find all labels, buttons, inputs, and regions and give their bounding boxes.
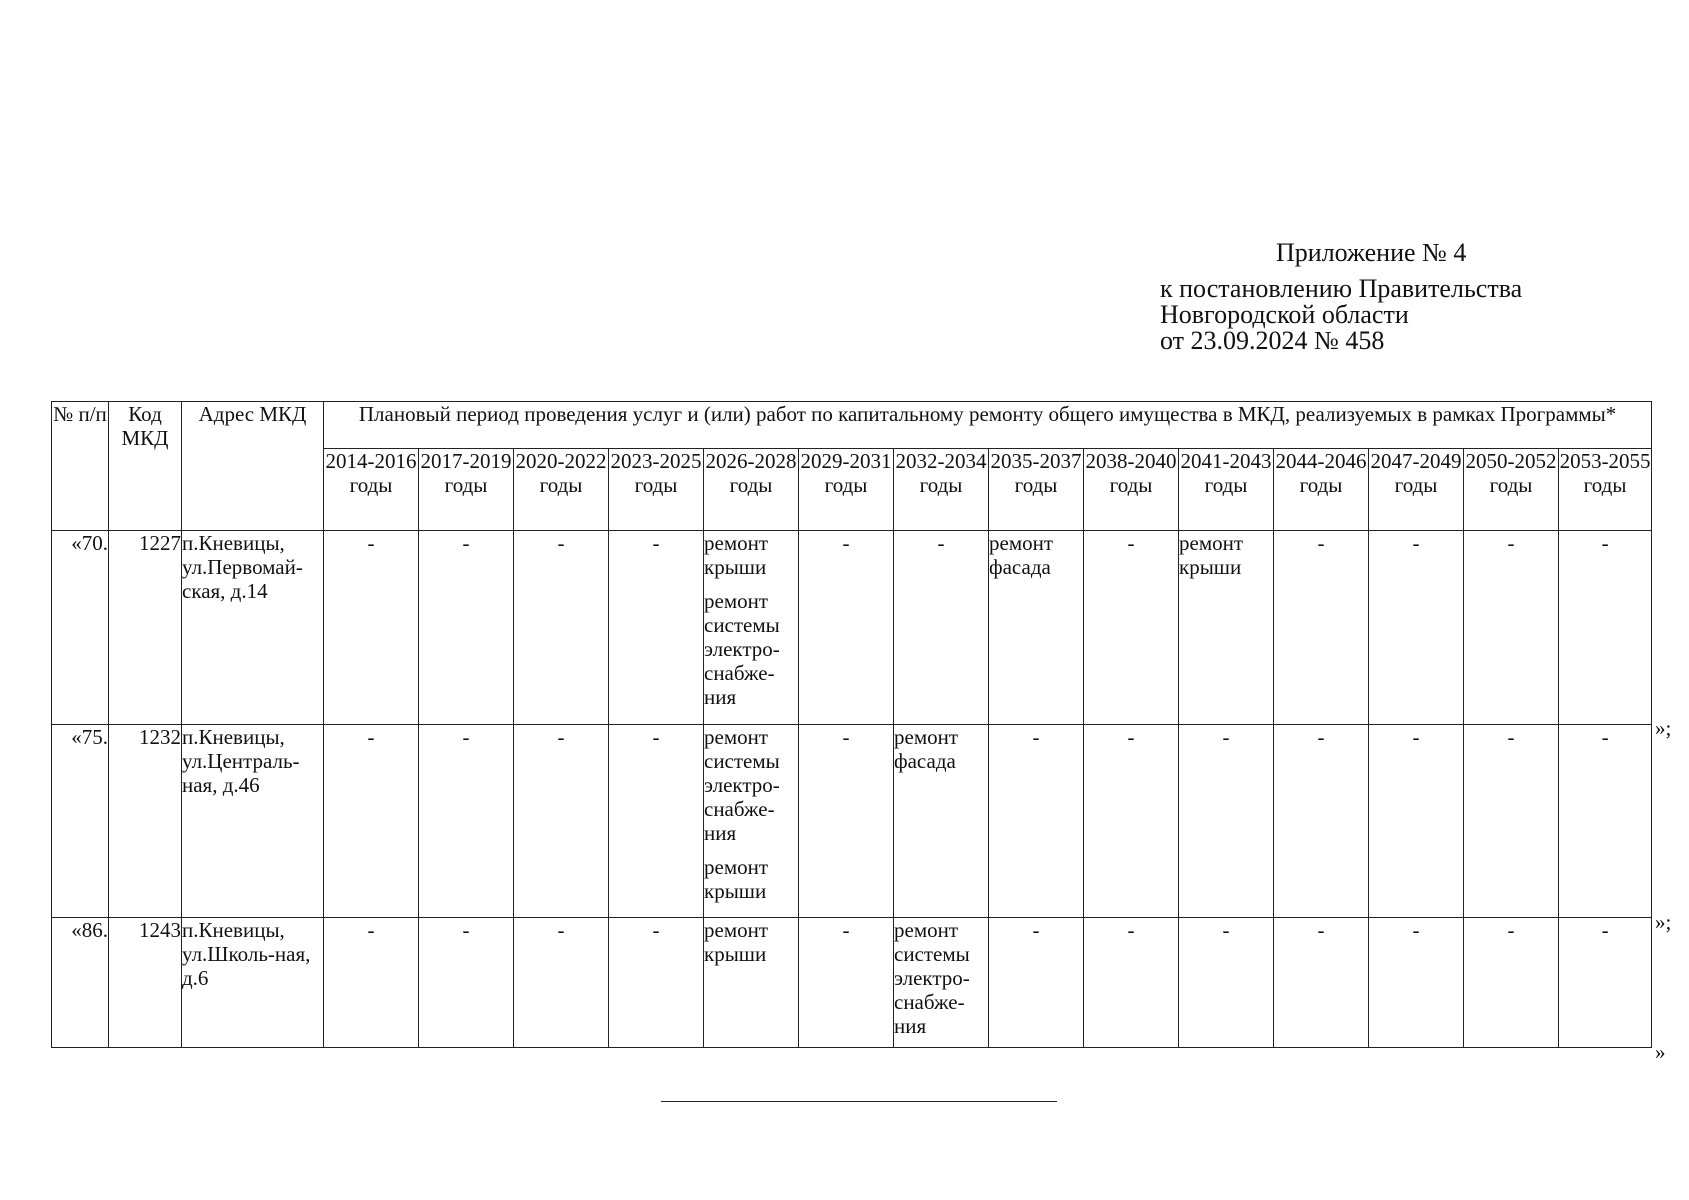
- row-code: 1232: [109, 725, 182, 918]
- table-cell: -: [324, 531, 419, 725]
- table-cell: -: [609, 725, 704, 918]
- table-cell: -: [799, 531, 894, 725]
- table-row: [52, 918, 1652, 1048]
- table-cell: -: [1559, 918, 1652, 1048]
- table-row: [52, 725, 1652, 918]
- appendix-title: Приложение № 4: [1276, 238, 1467, 267]
- row-number: «86.: [52, 918, 109, 1048]
- work-cell: [704, 531, 799, 725]
- header-year: 2014-2016 годы: [324, 449, 419, 531]
- table-cell: -: [1464, 725, 1559, 918]
- heading-line-3: от 23.09.2024 № 458: [1160, 326, 1385, 355]
- row-number: «70.: [52, 531, 109, 725]
- work-cell: ремонт крыши: [704, 918, 799, 1048]
- row-address: п.Кневицы, ул.Школь-ная, д.6: [182, 918, 324, 1048]
- row-code: 1243: [109, 918, 182, 1048]
- table-cell: -: [1084, 531, 1179, 725]
- header-year: 2035-2037 годы: [989, 449, 1084, 531]
- header-year: 2053-2055 годы: [1559, 449, 1652, 531]
- header-num: № п/п: [52, 402, 109, 531]
- work-item: ремонт системы электро-снабже-ния: [704, 589, 780, 709]
- table-cell: -: [514, 918, 609, 1048]
- bottom-rule: [661, 1101, 1057, 1102]
- header-year: 2032-2034 годы: [894, 449, 989, 531]
- heading-line-2: Новгородской области: [1160, 300, 1409, 329]
- table-cell: -: [894, 531, 989, 725]
- row-number: «75.: [52, 725, 109, 918]
- header-code: Код МКД: [109, 402, 182, 531]
- row-address: п.Кневицы, ул.Централь-ная, д.46: [182, 725, 324, 918]
- work-cell: ремонт фасада: [989, 531, 1084, 725]
- header-year: 2050-2052 годы: [1464, 449, 1559, 531]
- table-cell: -: [609, 918, 704, 1048]
- work-cell: ремонт системы электро-снабже-ния: [894, 918, 989, 1048]
- table-cell: -: [1464, 918, 1559, 1048]
- table-cell: -: [324, 725, 419, 918]
- row-closing-quote: »;: [1655, 910, 1672, 934]
- table-cell: -: [1369, 531, 1464, 725]
- table-cell: -: [514, 531, 609, 725]
- table-cell: -: [1369, 725, 1464, 918]
- row-closing-quote: »: [1655, 1040, 1666, 1064]
- table-cell: -: [1179, 918, 1274, 1048]
- work-cell: [704, 725, 799, 918]
- header-year: 2023-2025 годы: [609, 449, 704, 531]
- table-cell: -: [419, 725, 514, 918]
- header-year: 2020-2022 годы: [514, 449, 609, 531]
- table-cell: -: [989, 725, 1084, 918]
- table-cell: -: [1274, 725, 1369, 918]
- table-cell: -: [1084, 918, 1179, 1048]
- work-item: ремонт крыши: [704, 531, 769, 579]
- header-address: Адрес МКД: [182, 402, 324, 531]
- header-year: 2017-2019 годы: [419, 449, 514, 531]
- work-cell: ремонт крыши: [1179, 531, 1274, 725]
- table-cell: -: [419, 918, 514, 1048]
- header-year: 2047-2049 годы: [1369, 449, 1464, 531]
- table-cell: -: [1179, 725, 1274, 918]
- table-cell: -: [1084, 725, 1179, 918]
- table-cell: -: [1559, 531, 1652, 725]
- table-cell: -: [989, 918, 1084, 1048]
- table-cell: -: [324, 918, 419, 1048]
- document-heading: [1160, 240, 1580, 354]
- table-cell: -: [609, 531, 704, 725]
- table-cell: -: [1274, 918, 1369, 1048]
- header-year: 2041-2043 годы: [1179, 449, 1274, 531]
- work-item: ремонт крыши: [704, 855, 769, 903]
- header-year: 2029-2031 годы: [799, 449, 894, 531]
- table-cell: -: [799, 725, 894, 918]
- work-item: ремонт системы электро-снабже-ния: [704, 725, 780, 845]
- table-cell: -: [419, 531, 514, 725]
- work-cell: ремонт фасада: [894, 725, 989, 918]
- table-cell: -: [1274, 531, 1369, 725]
- header-year: 2038-2040 годы: [1084, 449, 1179, 531]
- table-cell: -: [1464, 531, 1559, 725]
- row-closing-quote: »;: [1655, 716, 1672, 740]
- header-year: 2026-2028 годы: [704, 449, 799, 531]
- table-cell: -: [799, 918, 894, 1048]
- row-code: 1227: [109, 531, 182, 725]
- capital-repair-table: [51, 401, 1652, 1048]
- row-address: п.Кневицы, ул.Первомай-ская, д.14: [182, 531, 324, 725]
- header-year: 2044-2046 годы: [1274, 449, 1369, 531]
- table-row: [52, 531, 1652, 725]
- table-cell: -: [1559, 725, 1652, 918]
- heading-line-1: к постановлению Правительства: [1160, 274, 1523, 303]
- header-period: Плановый период проведения услуг и (или) работ по капитальному ремонту общего имущества в МКД, реализуемых в рамках Программы*: [324, 402, 1652, 449]
- table-cell: -: [514, 725, 609, 918]
- table-cell: -: [1369, 918, 1464, 1048]
